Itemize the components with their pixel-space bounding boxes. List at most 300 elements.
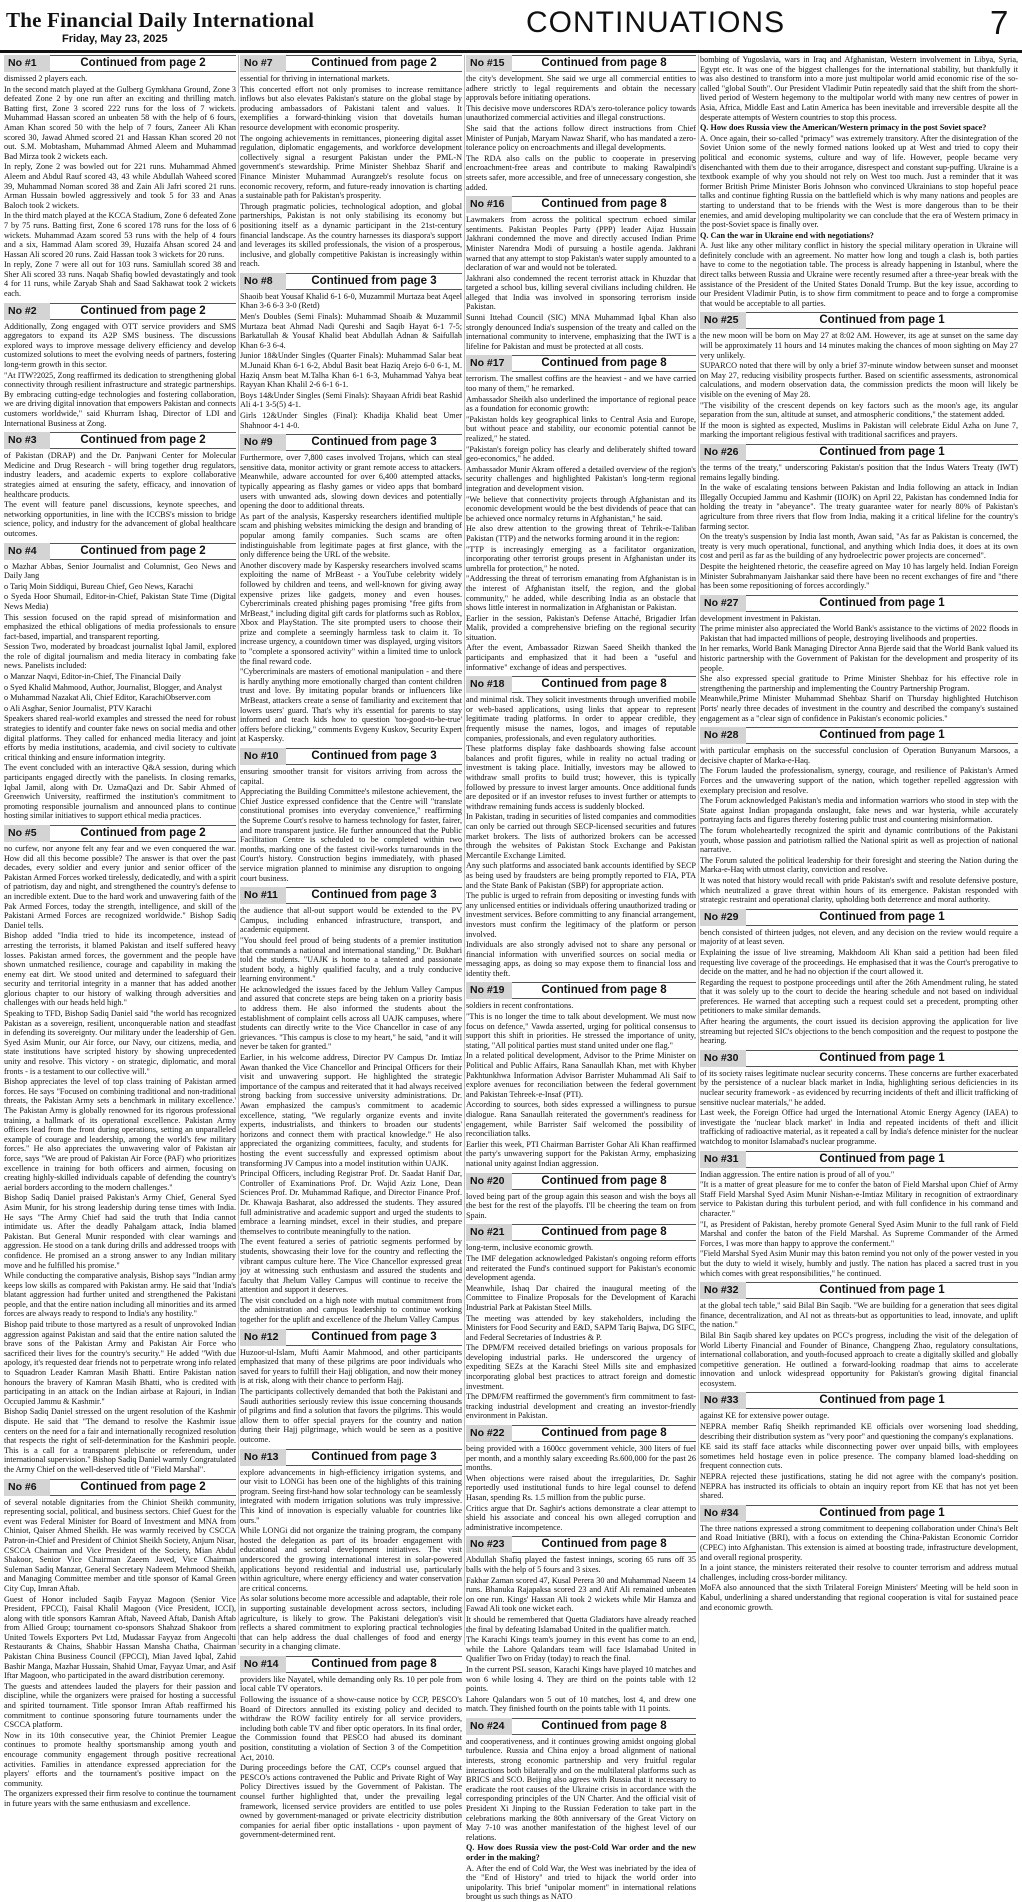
story-paragraph: While LONGi did not organize the training program, the company hosted the delegation as part of its broader engagement with educational and sectoral development initiatives. The visit underscored the growing international interest in solar-powered applications beyond residential and industrial use, particularly within agriculture, where energy efficiency and water conservation are critical concerns. (240, 1526, 462, 1593)
story-number: No #27 (700, 595, 746, 612)
story-paragraph: the new moon will be born on May 27 at 8:02 AM. However, its age at sunset on the same day will be approximately 11 hours and 14 minutes making the chances of moon sighting on May 27 very unlikely. (700, 331, 1018, 360)
story-paragraph: The public is urged to refrain from depositing or investing funds with any unlicensed entities or individuals offering unauthorized trading or investment services. Before committing to any financial arrangement, investors must confirm the legitimacy of the platform or person involved. (466, 891, 696, 939)
story (240, 1656, 462, 1840)
column-4 (700, 55, 1018, 1645)
story-paragraph: On the treaty's suspension by India last month, Awan said, "As far as Pakistan is concerned, the treaty is very much operational, functional, and anything which India does, it does at its own cost and peril as far as the building of any hydroelectric power projects are concerned". (700, 532, 1018, 561)
story-paragraph: "It is a matter of great pleasure for me to confer the baton of Field Marshal upon Chief of Army Staff Field Marshal Syed Asim Munir Nishan-e-Imtiaz Military in recognition of extraordinary service to Pakistan during this turbulent period, and with full confidence in his command and character." (700, 1180, 1018, 1218)
story-paragraph: MoFA also announced that the sixth Trilateral Foreign Ministers' Meeting will be held soon in Kabul, underlining a shared understanding that regional cooperation is vital for sustained peace and economic growth. (700, 1583, 1018, 1612)
continued-from-label: Continued from page 1 (746, 1151, 1018, 1168)
story-paragraph: The IMF delegation acknowledged Pakistan's ongoing reform efforts and reiterated the Fund's continued support for Pakistan's economic development agenda. (466, 1253, 696, 1283)
story-paragraph: In a joint stance, the ministers reiterated their resolve to counter terrorism and address mutual challenges, including cross-border militancy. (700, 1563, 1018, 1582)
story-paragraph: Huzoor-ul-Islam, Mufti Aamir Mahmood, and other participants emphasized that many of these pilgrims are poor individuals who saved for years to fulfill their Hajj obligation, and now their money is at risk, along with their chance to perform Hajj. (240, 1347, 462, 1386)
story-number: No #12 (240, 1329, 286, 1346)
story-paragraph: being provided with a 1600cc government vehicle, 300 liters of fuel per month, and a monthly salary exceeding Rs.600,000 for the past 26 months. (466, 1444, 696, 1473)
continued-from-label: Continued from page 2 (286, 55, 462, 72)
story-paragraph: with particular emphasis on the successful conclusion of Operation Bunyanum Marsoos, a decisive chapter of Marka-e-Haq. (700, 746, 1018, 765)
continued-from-label: Continued from page 2 (50, 1479, 236, 1496)
story-paragraph: "Cybercriminals are masters of emotional manipulation - and there is hardly anything more emotionally charged than content children trust and love. By imitating popular brands or influencers like MrBeast, attackers create a sense of familiarity and excitement that lowers users' guard. That's why it's essential for parents to stay informed and teach kids how to question 'too-good-to-be-true' offers before clicking," comments Evgeny Kuskov, Security Expert at Kaspersky. (240, 667, 462, 744)
story-paragraph: The RDA also calls on the public to cooperate in preserving encroachment-free areas and contribute to making Rawalpindi's streets safer, more accessible, and free of unnecessary congestion, she added. (466, 153, 696, 192)
story-header (700, 312, 1018, 329)
continued-from-label: Continued from page 8 (512, 1425, 696, 1442)
story-number: No #26 (700, 444, 746, 461)
story-paragraph: "Addressing the threat of terrorism emanating from Afghanistan is in the interest of Afghanistan itself, the region, and the global community," he added, while describing India as an obstacle that shows little interest in normalization in Afghanistan or Pakistan. (466, 574, 696, 613)
story-paragraph: After hearing the arguments, the court issued its decision approving the application for live streaming but rejected SIC's objections to the bench composition and the request to postpone the hearing. (700, 1017, 1018, 1046)
story-paragraph: bombing of Yugoslavia, wars in Iraq and Afghanistan, Western involvement in Libya, Syria, Egypt etc. It was one of the biggest challenges for the international stability, but thankfully it was also destined to transform into a more just multipolar world amid economic rise of the so-called "global South". Our President Vladimir Putin repeatedly said that the shift from the short-lived period of Western hegemony to the multipolar world with many new centres of power in Asia, Africa, Middle East and Latin America has been inevitable and irreversible despite all the desperate attempts of Western countries to stop this process. (700, 55, 1018, 122)
story-paragraph: o Syed Khalid Mahmood, Author, Journalist, Blogger, and Analyst (4, 682, 223, 692)
story-number: No #32 (700, 1282, 746, 1299)
story-header (466, 982, 696, 999)
story-paragraph: "You should feel proud of being students of a premier institution that commands a national and international standing," Dr. Bukhari told the students. "UAJK is home to a talented and passionate student body, a highly qualified faculty, and a truly conducive learning environment." (240, 935, 462, 984)
story (4, 55, 236, 299)
newspaper-title: The Financial Daily International (6, 8, 315, 32)
story-paragraph: The Forum acknowledged Pakistan's media and information warriors who stood in step with the State against Indian propaganda onslaught, fake news and war hysteria, while accurately portraying facts and figures thereby fostering public trust and countering misinformation. (700, 796, 1018, 825)
story-header (700, 909, 1018, 926)
story-paragraph: Abdullah Shafiq played the fastest innings, scoring 65 runs off 35 balls with the help of 5 fours and 3 sixes. (466, 1555, 696, 1574)
story-header (466, 355, 696, 372)
story-paragraph: In the second match played at the Gulberg Gymkhana Ground, Zone 3 defeated Zone 2 by one run after an exciting and thrilling match. Batting first, Zone 3 scored 222 runs for the loss of 7 wickets. Muhammad Hassan scored an unbeaten 58 with the help of 6 fours, Aman Khan scored 50 with the help of 7 fours, Zaneer Ali Khan scored 30, Jawad Ahmed scored 21 and Hassan Khan scored 20 not out. S.M. Mobtasham, Muhammad Ahmed Aleem and Muhammad Bad Mirza took 2 wickets each. (4, 84, 236, 161)
story-paragraph: These platforms display fake dashboards showing false account balances and profit figures, while in reality no actual trading or investment is taking place. Initially, investors may be allowed to withdraw small profits to build trust; however, this is typically followed by pressure to invest larger amounts. Once additional funds are deposited or if an investor refuses to invest further or attempts to withdraw remaining funds access is suddenly blocked. (466, 744, 696, 811)
story-header (4, 432, 236, 449)
story-paragraph: During proceedings before the CAT, CCP's counsel argued that PESCO's actions contravened the Public and Private Right of Way Policy Directives issued by the Government of Pakistan. The counsel further highlighted that, under the prevailing legal framework, licensed service providers are entitled to use poles owned by government-managed or private electricity distribution companies for aerial fiber optic installations - upon payment of government-determined rent. (240, 1763, 462, 1840)
continued-from-label: Continued from page 1 (746, 727, 1018, 744)
story-paragraph: providers like Nayatel, while demanding only Rs. 10 per pole from local cable TV operators. (240, 1674, 462, 1694)
story-paragraph: against KE for extensive power outage. (700, 1411, 830, 1421)
issue-date: Friday, May 23, 2025 (62, 33, 168, 45)
story-paragraph: As part of the analysis, Kaspersky researchers identified multiple scam and phishing websites mimicking the design and branding of popular among family companies. Such scams are often indistinguishable from legitimate pages at first glance, with the only difference being the URL of the website. (240, 511, 462, 560)
story (466, 55, 696, 192)
story-header (240, 1329, 462, 1346)
story-paragraph: Speaking to TFD, Bishop Sadiq Daniel said "the world has recognized Pakistan as a sovereign, resilient, unconquerable nation and steadfast in defending its sovereignty. Our military under the leadership of Gen. Syed Asim Munir, our Air force, our Navy, our citizens, media, and state institutions have scripted history by showing unprecedented unity and resolve. This victory - on strategic, diplomatic, and moral fronts - is a testament to our collective will." (4, 1009, 236, 1076)
story-paragraph: NEPRA member Rafiq Sheikh reprimanded KE officials over worsening load shedding, describing their distribution system as "very poor" and questioning the company's explanations. (700, 1422, 1018, 1441)
continued-from-label: Continued from page 2 (50, 303, 236, 320)
story-header (240, 748, 462, 765)
story-number: No #15 (466, 55, 512, 72)
story-paragraph: The DPM/FM reaffirmed the government's firm commitment to fast-tracking industrial development and creating an investor-friendly environment in Pakistan. (466, 1392, 696, 1421)
story-paragraph: Guest of Honor included Saqib Fayyaz Magoon (Senior Vice President, FPCCI), Faisal Khalil Magoon (Vice President, ICCI), along with title sponsors Kamran Aftab, Naveed Aftab, Danish Aftab from Allied Group; tournament co-sponsors Shahzad Shakoor from United Towels Exporters Pvt Ltd, Mudassar Fayyaz from Angecolti Restaurants & Chains, Shabbir Hassan Mansha Chatha, Chairman Pakistan China Business Council (FPCCI), Mian Javed Iqbal, Zahid Bashir Manga, Mazhar Hussain, Shahid Umar, Fayyaz Umar, and Asif Iftar Magoon, who participated in the award distribution ceremony. (4, 1594, 236, 1681)
continued-from-label: Continued from page 8 (512, 1173, 696, 1190)
story-paragraph: Principal Officers, including Registrar Prof. Dr. Saadat Hanif Dar, Controller of Examinations Prof. Dr. Wajid Aziz Lone, Dean Sciences Prof. Dr. Muhammad Rafique, and Director Finance Prof. Dr. Khawaja Basharat, also addressed the students. They assured full administrative and academic support and urged the students to embrace a learning mindset, excel in their studies, and prepare themselves to contribute meaningfully to the nation. (240, 1169, 462, 1236)
story-number: No #8 (240, 273, 286, 290)
story-paragraph: NEPRA rejected these justifications, stating he did not agree with the company's position. NEPRA has instructed its officials to obtain an inquiry report from KE that has not yet been shared. (700, 1472, 1018, 1501)
continued-from-label: Continued from page 8 (512, 676, 696, 693)
column-1 (4, 55, 237, 1808)
story-paragraph: The event concluded with an interactive Q&A session, during which participants engaged directly with the panelists. In closing remarks, Iqbal Jamil, along with Dr. UzmaQazi and Dr. Sabir Ahmed of Greenwich University, reaffirmed the institution's commitment to promoting responsible journalism and announced plans to continue hosting similar initiatives to support ethical media practices. (4, 763, 236, 821)
story-paragraph: In the third match played at the KCCA Stadium, Zone 6 defeated Zone 7 by 75 runs. Batting first, Zone 6 scored 178 runs for the loss of 6 wickets. Muhammad Azam scored 53 runs with the help of 4 fours and a six, Hammad Alam scored 39, Huzaifa Ahsan scored 24 and Hassan Ali scored 20 runs. Zaid Hassan took 3 wickets for 20 runs. (4, 211, 236, 259)
story (4, 432, 236, 538)
story-paragraph: The prime minister also appreciated the World Bank's assistance to the victims of 2022 floods in Pakistan that had impacted millions of people, destroying livelihoods and properties. (700, 624, 1018, 643)
story (240, 434, 462, 744)
story (700, 444, 1018, 591)
story-paragraph: Q. Can the war in Ukraine end with negotiations? (700, 230, 874, 240)
story-header (466, 55, 696, 72)
story-paragraph: terrorism. The smallest coffins are the heaviest - and we have carried too many of them," he remarked. (466, 374, 696, 394)
story-header (700, 1050, 1018, 1067)
story-paragraph: Earlier in the session, Pakistan's Defense Attaché, Brigadier Irfan Malik, provided a comprehensive briefing on the regional security situation. (466, 613, 696, 642)
story-number: No #34 (700, 1505, 746, 1522)
story (700, 55, 1018, 308)
story-paragraph: "The visibility of the crescent depends on key factors such as the moon's age, its angular separation from the sun, altitude at sunset, and atmospheric conditions," the statement added. (700, 400, 1018, 420)
story (240, 887, 462, 1325)
story-paragraph: "Pakistan's foreign policy has clearly and deliberately shifted toward geo-economics," he added. (466, 444, 696, 464)
story-header (466, 1425, 696, 1442)
story-paragraph: soldiers in recent confrontations. (466, 1001, 574, 1011)
story-number: No #29 (700, 909, 746, 926)
story-header (4, 303, 236, 320)
story-header (466, 1536, 696, 1553)
story-header (240, 887, 462, 904)
story-paragraph: the city's development. She said we urge all commercial entities to adhere strictly to legal requirements and obtain the necessary approvals before initiating operations. (466, 74, 696, 103)
story (4, 543, 236, 821)
story-header (700, 444, 1018, 461)
story (466, 1536, 696, 1714)
story-paragraph: Ambassador Sheikh also underlined the importance of regional peace as a foundation for economic growth: (466, 394, 696, 414)
continued-from-label: Continued from page 1 (746, 1282, 1018, 1299)
story-paragraph: She said that the actions follow direct instructions from Chief Minister of Punjab, Maryam Nawaz Sharif, who has mandated a zero-tolerance policy on encroachments and illegal developments. (466, 123, 696, 153)
story-paragraph: loved being part of the group again this season and wish the boys all the best for the rest of the playoffs. I'll be cheering the team on from Spain. (466, 1191, 696, 1220)
story-paragraph: He also drew attention to the growing threat of Tehrik-e-Taliban Pakistan (TTP) and the networks forming around it in the region: (466, 524, 696, 543)
story-paragraph: Additionally, Zong engaged with OTT service providers and SMS aggregators to expand its A2P SMS business. The discussions explored ways to improve message delivery efficiency and develop customized solutions to meet the evolving needs of partners, fostering long-term growth in this sector. (4, 321, 236, 370)
story-paragraph: When objections were raised about the irregularities, Dr. Saghir reportedly used institutional funds to hire legal counsel to defend Hasan, spending Rs. 1.5 million from the public purse. (466, 1473, 696, 1502)
story-number: No #10 (240, 748, 286, 765)
story-paragraph: The guests and attendees lauded the players for their passion and discipline, while the organizers were praised for hosting a successful and spirited tournament. Title sponsor Imran Aftab reaffirmed his commitment to continue sponsoring future tournaments under the CSCCA platform. (4, 1681, 236, 1730)
story-paragraph: o Tariq Moin Siddiqui, Bureau Chief, Geo News, Karachi (4, 581, 194, 591)
story-number: No #30 (700, 1050, 746, 1067)
story-paragraph: The DPM/FM received detailed briefings on various proposals for developing industrial parks. He underscored the urgency of expediting SEZs at the Karachi Steel Mills site and emphasized incorporating global best practices to attract foreign and domestic investment. (466, 1343, 696, 1391)
story-paragraph: Jakhrani also condemned the recent terrorist attack in Khuzdar that targeted a school bus, killing several civilians including children. He alleged that India was involved in sponsoring terrorism inside Pakistan. (466, 273, 696, 312)
continued-from-label: Continued from page 3 (286, 434, 462, 451)
story-paragraph: Explaining the issue of live streaming, Makhdoom Ali Khan said a petition had been filed requesting live coverage of the proceedings. He emphasised that it was the Court's prerogative to decide on the matter, and he had no objection if the court allowed it. (700, 947, 1018, 977)
continued-from-label: Continued from page 8 (512, 1224, 696, 1241)
story-paragraph: Bishop Sadiq Daniel stressed on the urgent resolution of the Kashmir dispute. He said that "The demand to resolve the Kashmir issue centers on the need for a fair and internationally recognized resolution that respects the right of self-determination for the Kashmiri people. This is a call for a transparent plebiscite or referendum, under international supervision." Bishop Sadiq Daniel warmly Congratulated the Army Chief on the well-deserved title of "Field Marshal". (4, 1407, 236, 1474)
story (240, 273, 462, 430)
story-paragraph: Meanwhile, Ishaq Dar chaired the inaugural meeting of the Committee to Finalize Proposals for the Development of Karachi Industrial Park at Pakistan Steel Mills. (466, 1283, 696, 1312)
story-number: No #17 (466, 355, 512, 372)
story-paragraph: Fakhar Zaman scored 47, Kusal Perera 30 and Muhammad Naeem 14 runs. Bhanuka Rajapaksa scored 23 and Atif Ali remained unbeaten on one run. Kings' Hassan Ali took 2 wickets while Mir Hamza and Fawad Ali took one wicket each. (466, 1575, 696, 1614)
story-paragraph: "We believe that connectivity projects through Afghanistan and its economic development would be the best dividends of peace that can be achieved once normalcy returns in Afghanistan," he said. (466, 494, 696, 523)
story-header (4, 543, 236, 560)
story-paragraph: Lahore Qalandars won 5 out of 10 matches, lost 4, and drew one match. They finished fourth on the points table with 11 points. (466, 1694, 696, 1714)
column-divider (464, 55, 465, 1645)
continued-from-label: Continued from page 3 (286, 887, 462, 904)
story-header (700, 1505, 1018, 1522)
story-header (466, 1173, 696, 1190)
story (4, 1479, 236, 1809)
story-paragraph: A. After the end of Cold War, the West was inebriated by the idea of the "End of History" and tried to hijack the world order into unipolarity. This brief "unipolar moment" in international relations brought us such things as NATO (466, 1863, 696, 1902)
story-paragraph: If the moon is sighted as expected, Muslims in Pakistan will celebrate Eidul Azha on June 7, marking the important religious festival with traditional sacrifices and prayers. (700, 420, 1018, 440)
story-paragraph: It should be remembered that Quetta Gladiators have already reached the final by defeating Islamabad United in the qualifier match. (466, 1614, 696, 1634)
story-header (700, 595, 1018, 612)
story (240, 55, 462, 269)
story-number: No #23 (466, 1536, 512, 1553)
story (4, 825, 236, 1475)
continued-from-label: Continued from page 3 (286, 748, 462, 765)
masthead (0, 0, 1022, 53)
story-paragraph: Individuals are also strongly advised not to share any personal or financial information with unverified sources on social media or messaging apps, as doing so may expose them to financial loss and identity theft. (466, 940, 696, 978)
continued-from-label: Continued from page 3 (286, 1449, 462, 1466)
story-number: No #16 (466, 196, 512, 213)
story-paragraph: Bishop paid tribute to those martyred as a result of unprovoked Indian aggression against Pakistan and said that the entire nation saluted the brave sons of the Pakistan Army and Pakistan Air Force who sacrificed their lives for the country's security." He added "With due apology, it's requested dear friends not to perpetrate wrong info related to Squadron Leader Kamran Masih Bhatti. Entire Pakistan nation honours the bravery of Kamran Masih Bhatti, who is credited with participating in an attack on the Indian airbase at Rajouri, in Indian Occupied Jammu & Kashmir." (4, 1320, 236, 1406)
story-number: No #24 (466, 1718, 512, 1735)
story (4, 303, 236, 429)
story-paragraph: Appreciating the Building Committee's milestone achievement, the Chief Justice expressed confidence that the Centre will "translate constitutional promises into everyday convenience," reaffirming the Supreme Court's resolve to harness technology for faster, fairer, and more transparent justice. He further announced that the Public Facilitation Centre is scheduled to be completed within two months, marking one of the fastest civil-works turnarounds in the Court's history. Construction begins immediately, with phased service migration planned to minimise any disruption to ongoing court business. (240, 787, 462, 883)
section-title: CONTINUATIONS (526, 6, 786, 39)
story-number: No #1 (4, 55, 50, 72)
story-paragraph: In a related political development, Advisor to the Prime Minister on Political and Public Affairs, Rana Sanaullah Khan, met with Khyber Pakhtunkhwa Information Advisor Barrister Muhammad Ali Saif to explore avenues for reconciliation between the federal government and Pakistan Tehreek-e-Insaf (PTI). (466, 1051, 696, 1099)
story-paragraph: Junior 18&Under Singles (Quarter Finals): Muhammad Salar beat M.Junaid Khan 6-1 6-2, Abdul Basit beat Haziq Arejo 6-0 6-1, M. Haziq Ansm beat M.Talha Khan 6-1 6-3, Muhammad Yahya beat Rayyan Khan Khalil 2-6 6-1 6-1. (240, 351, 462, 390)
story-paragraph: bench consisted of thirteen judges, not eleven, and any decision on the review would require a majority of at least seven. (700, 927, 1018, 947)
continued-from-label: Continued from page 8 (512, 1536, 696, 1553)
story-number: No #5 (4, 825, 50, 842)
story-paragraph: The Forum lauded the professionalism, synergy, courage, and resilience of Pakistan's Armed Forces and the unwavering support of the nation, which together repelled aggression with exemplary precision and resolve. (700, 766, 1018, 795)
story-paragraph: Critics argue that Dr. Saghir's actions demonstrate a clear attempt to shield his associate and conceal his own alleged corruption and administrative incompetence. (466, 1503, 696, 1532)
story-header (240, 273, 462, 290)
story-paragraph: Girls 12&Under Singles (Final): Khadija Khalid beat Umer Shahnoor 4-1 4-0. (240, 411, 462, 430)
story (700, 312, 1018, 440)
story-paragraph: Bilal Bin Saqib shared key updates on PCC's progress, including the visit of the delegation of World Liberty Financial and Founder of Binance, Changpeng Zhao, regulatory consultations, international collaboration, and youth-focused approach to create a digitally skilled and globally competitive generation. He outlined a forward-looking roadmap that aims to accelerate innovation and unlock widespread opportunity for Pakistan's growing digital financial ecosystem. (700, 1330, 1018, 1388)
story-paragraph: the terms of the treaty," underscoring Pakistan's position that the Indus Waters Treaty (IWT) remains legally binding. (700, 462, 1018, 482)
story (700, 727, 1018, 905)
story-number: No #7 (240, 55, 286, 72)
story (466, 982, 696, 1168)
story-paragraph: Regarding the request to postpone proceedings until after the 26th Amendment ruling, he stated that it was solely up to the court to decide the hearing schedule and not based on individual preferences. He warned that accepting such a request could set a precedent, prompting other petitioners to make similar demands. (700, 977, 1018, 1016)
story-number: No #9 (240, 434, 286, 451)
story (466, 1718, 696, 1902)
story-paragraph: In her remarks, World Bank Managing Director Anna Bjerde said that the World Bank valued its historic partnership with the Government of Pakistan for the development and prosperity of its people. (700, 644, 1018, 673)
story-header (700, 1151, 1018, 1168)
story-header (240, 434, 462, 451)
story-paragraph: This decisive move underscores RDA's zero-tolerance policy towards unauthorized commercial activities and illegal constructions. (466, 103, 696, 123)
story-paragraph: at the global tech table," said Bilal Bin Saqib. "We are building for a generation that sees digital finance, decentralization, and AI not as threats-but as opportunities to lead, innovate, and uplift the nation." (700, 1301, 1018, 1330)
story (700, 595, 1018, 724)
story-paragraph: After the event, Ambassador Rizwan Saeed Sheikh thanked the participants and emphasized that it had been a "useful and informative" exchange of ideas and perspectives. (466, 643, 696, 672)
story-number: No #2 (4, 303, 50, 320)
story-paragraph: The Karachi Kings team's journey in this event has come to an end, while the Lahore Qalandars team will face Islamabad United in Qualifier Two on Friday (today) to reach the final. (466, 1635, 696, 1664)
story-paragraph: Q. How does Russia view the American/Western primacy in the post Soviet space? (700, 123, 987, 133)
story-paragraph: of Pakistan (DRAP) and the Dr. Panjwani Center for Molecular Medicine and Drug Research - will bring together drug regulators, industry leaders, and academic experts to explore collaborative strategies aimed at ensuring the safety, efficacy, and innovation of healthcare products. (4, 451, 236, 499)
story (466, 1425, 696, 1532)
story-header (240, 55, 462, 72)
story-number: No #33 (700, 1392, 746, 1409)
continued-from-label: Continued from page 1 (746, 909, 1018, 926)
story-number: No #14 (240, 1656, 286, 1673)
story-paragraph: of its society raises legitimate nuclear security concerns. These concerns are further exacerbated by the persistence of a nuclear black market in India, highlighting serious deficiencies in its nuclear security framework - as evidenced by recurring incidents of theft and illicit trafficking of sensitive nuclear materials," he added. (700, 1068, 1018, 1107)
story-paragraph: As solar solutions become more accessible and adaptable, their role in supporting sustainable development across sectors, including agriculture, is likely to grow. The Pakistani delegation's visit reflects a shared commitment to exploring practical technologies that can help address the dual challenges of food and energy security in a changing climate. (240, 1594, 462, 1652)
story (700, 1050, 1018, 1147)
story-header (466, 1224, 696, 1241)
story (240, 1329, 462, 1445)
story-paragraph: The three nations expressed a strong commitment to deepening collaboration under China's Belt and Road Initiative (BRI), with a focus on extending the China-Pakistan Economic Corridor (CPEC) into Afghanistan. This extension is aimed at boosting trade, infrastructure development, and overall regional prosperity. (700, 1523, 1018, 1562)
story-paragraph: Earlier this week, PTI Chairman Barrister Gohar Ali Khan reaffirmed the party's unwavering support for the Pakistan Army, emphasizing national unity against Indian aggression. (466, 1139, 696, 1168)
story-paragraph: o Manzar Naqvi, Editor-in-Chief, The Financial Daily (4, 672, 182, 682)
column-divider (698, 55, 699, 1645)
column-2 (240, 55, 462, 1840)
continued-from-label: Continued from page 2 (50, 543, 236, 560)
story-paragraph: A. Just like any other military conflict in history the special military operation in Ukraine will definitely conclude with an agreement. No matter how long and tough a clash is, both parties have to come to the negotiation table. The process is already happening in Istanbul, where the direct talks between Russia and Ukraine were recently resumed after a three-year break with the assistance of the President of the United States Donald Trump. But the key issue, according to our President Vladimir Putin, is to show firm commitment to peace and to forge a compromise that would be acceptable to all parties. (700, 241, 1018, 308)
story (240, 748, 462, 883)
story (466, 355, 696, 672)
story-paragraph: and cooperativeness, and it continues growing amidst ongoing global turbulence. Russia and China enjoy a broad alignment of national interests, strong economic partnership and very fruitful regular interactions both bilaterally and on the multilateral platforms such as BRICS and SCO. Beijing also agrees with Russia that it necessary to eradicate the root causes of the Ukraine crisis in accordance with the corresponding principles of the UN Charter. And the official visit of President Xi Jinping to the Russian Federation to take part in the celebrations marking the 80th anniversary of the Great Victory on May 7-10 was another manifestation of the highest level of our relations. (466, 1736, 696, 1842)
story-paragraph: While conducting the comparative analysis, Bishop says "Indian army keeps low skills as compared with Pakistan army. He said that 'India's blatant aggression had further united and strengthened the Pakistani people, and that the entire nation including all minorities and its armed forces are always ready to respond to India's any hostility." (4, 1271, 236, 1319)
story-paragraph: Another discovery made by Kaspersky researchers involved scams exploiting the name of MrBeast - a YouTube celebrity widely followed by children and teens, and well-known for giving away expensive prizes like gadgets, money and even houses. Cybercriminals created phishing pages promising "free gifts from MrBeast," including digital gift cards for platforms such as Roblox, Xbox and PlayStation. The site prompted users to choose their prize and complete a seemingly harmless task to claim it. To increase urgency, a countdown timer was displayed, urging visitors to "complete a sponsored activity" within a limited time to unlock the final reward code. (240, 560, 462, 666)
story-paragraph: dismissed 2 players each. (4, 74, 88, 83)
story-header (4, 825, 236, 842)
story-paragraph: Despite the heightened rhetoric, the ceasefire agreed on May 10 has largely held. Indian Foreign Minister Subrahmanyam Jaishankar said there have been no recent exchanges of fire and "there has been some repositioning of forces accordingly." (700, 561, 1018, 591)
story-paragraph: and minimal risk. They solicit investments through unverified mobile or web-based applications, using links that appear to represent legitimate trading platforms. In order to appear credible, they frequently misuse the names, logos, and images of reputable companies, professionals, and even regulatory authorities. (466, 695, 696, 743)
story-paragraph: Boys 14&Under Singles (Semi Finals): Shayaan Afridi beat Rashid Ali 4-1 3-5(5) 4-1. (240, 390, 462, 410)
story (466, 1224, 696, 1421)
continued-from-label: Continued from page 3 (286, 273, 462, 290)
continued-from-label: Continued from page 8 (512, 196, 696, 213)
story-paragraph: In Pakistan, trading in securities of listed companies and commodities can only be carried out through SECP-licensed securities and futures market brokers. The lists of authorized brokers can be accessed through the websites of Pakistan Stock Exchange and Pakistan Mercantile Exchange Limited. (466, 812, 696, 860)
story-paragraph: explore advancements in high-efficiency irrigation systems, and our visit to LONGi has been one of the highlights of this training program. Seeing first-hand how solar technology can be seamlessly integrated with modern irrigation solutions was truly impressive. This kind of innovation is especially valuable for countries like ours." (240, 1467, 462, 1525)
story-paragraph: Ambassador Munir Akram offered a detailed overview of the region's security challenges and highlighted Pakistan's long-term regional integration and development vision. (466, 464, 696, 493)
story-paragraph: Speakers shared real-world examples and stressed the need for robust strategies to identify and counter fake news on social media and other digital platforms. They called for enhanced media literacy and joint efforts by media institutions, academia, and civil society to cultivate critical thinking and ensure information integrity. (4, 714, 236, 762)
story-paragraph: It was noted that history would recall with pride Pakistan's swift and resolute defensive posture, which neutralized a grave threat within hours of its emergence. Pakistan responded with strategic restraint and operational clarity, upholding both deterrence and moral authority. (700, 875, 1018, 905)
story-paragraph: Sunni Ittehad Council (SIC) MNA Muhammad Iqbal Khan also strongly denounced India's suspension of the treaty and called on the international community to intervene, emphasizing that the IWT is a lifeline for Pakistan and must be protected at all costs. (466, 313, 696, 351)
story (466, 1173, 696, 1221)
story-paragraph: A. Once again, their so-called "primacy" was extremely transitory. After the disintegration of the Soviet Union some of the newly formed nations looked up at West and tried to copy their political and economic systems, culture and way of life. However, people became very disenchanted with them due to their arrogance, disrespect and constant sup-puffing. Ukraine is a textbook example of why you should not rely on West too much. Just a reminder that it was former British Prime Minister Boris Johnson who convinced Ukrainians to stop hopeful peace talks and continue fighting Russia on the battlefield which is why many nations and peoples are starting to understand that to be friends with the West is more dangerous than to be their enemies, and amid developing multipolarity we can conclude that the era of Western primacy in the post-Soviet space is finally over. (700, 133, 1018, 230)
story-paragraph: o Muhammad Nazakat Ali, Chief Editor, KarachiObserver.com (4, 693, 211, 703)
story (700, 1282, 1018, 1388)
continued-from-label: Continued from page 1 (746, 312, 1018, 329)
continued-from-label: Continued from page 2 (50, 432, 236, 449)
story-paragraph: "Pakistan holds key geographical links to Central Asia and Europe, but without peace and stability, our economic potential cannot be realized," he stated. (466, 414, 696, 443)
continued-from-label: Continued from page 8 (512, 1718, 696, 1735)
story-paragraph: Earlier, in his welcome address, Director PV Campus Dr. Imtiaz Awan thanked the Vice Chancellor and Principal Officers for their visit and unwavering support. He highlighted the strategic importance of the campus and reiterated that it had always received strong backing from successive university administrations. Dr. Awan emphasized the campus's commitment to academic excellence, stating, "We regularly organize events and invite experts, industrialists, and thinkers to broaden our students' horizons and connect them with practical knowledge." He also appreciated the organizing committees, faculty, and students for hosting the event successfully and expressed optimism about transforming JV Campus into a model institution within UAJK. (240, 1053, 462, 1168)
story-paragraph: o Syeda Hoor Shumail, Editor-in-Chief, Pakistan State Time (Digital News Media) (4, 592, 236, 611)
story (700, 1505, 1018, 1612)
story-paragraph: Last week, the Foreign Office had urged the International Atomic Energy Agency (IAEA) to investigate the 'nuclear black market' in India and repeated incidents of theft and illicit trafficking of radioactive material, as it repeated a call by India's defence minister for the nuclear watchdog to monitor Islamabad's nuclear programme. (700, 1108, 1018, 1146)
continued-from-label: Continued from page 2 (50, 55, 236, 72)
story-paragraph: "TTP is increasingly emerging as a facilitator organization, incorporating other terrorist groups present in Afghanistan under its umbrella for protection," he noted. (466, 544, 696, 573)
story (700, 1392, 1018, 1500)
page-number: 7 (990, 4, 1009, 41)
story-paragraph: Now in its 10th consecutive year, the Chiniot Premier League continues to promote healthy sportsmanship among youth and encourage community engagement through positive recreational activities. Families in attendance expressed appreciation for the players' efforts and the tournament's positive impact on the community. (4, 1730, 236, 1788)
story-paragraph: o Mazhar Abbas, Senior Journalist and Columnist, Geo News and Daily Jang (4, 561, 236, 581)
continued-from-label: Continued from page 1 (746, 595, 1018, 612)
story-paragraph: "This is no longer the time to talk about development. We must now focus on defence," Vawda asserted, urging for political consensus to support this shift in priorities. He stressed the importance of unity, stating, "All political parties must stand united under one flag." (466, 1012, 696, 1050)
story-paragraph: Session Two, moderated by broadcast journalist Iqbal Jamil, explored the role of digital journalism and media literacy in combating fake news. Panelists included: (4, 642, 236, 671)
story-paragraph: In the current PSL season, Karachi Kings have played 10 matches and won 6 while losing 4. They are third on the points table with 12 points. (466, 1664, 696, 1694)
story-paragraph: Through pragmatic policies, technological adoption, and global partnerships, Pakistan is not only stabilising its economy but positioning itself as a dynamic participant in the 21st-century financial landscape. As the country harnesses its diaspora's support and leverages its skilled professionals, the vision of a prosperous, inclusive, and globally competitive Pakistan is increasingly within reach. (240, 201, 462, 269)
continued-from-label: Continued from page 8 (512, 55, 696, 72)
continued-from-label: Continued from page 8 (512, 982, 696, 999)
story-paragraph: According to sources, both sides expressed a willingness to pursue dialogue. Rana Sanaullah reiterated the government's readiness for engagement, while Barrister Saif welcomed the possibility of reconciliation talks. (466, 1100, 696, 1139)
story-paragraph: In the wake of escalating tensions between Pakistan and India following an attack in Indian Illegally Occupied Jammu and Kashmir (IIOJK) on April 22, Pakistan has condemned India for holding the treaty in "abeyance". The treaty guarantee water for nearly 80% of Pakistan's agriculture from three rivers that flow from India, making it a critical lifeline for the country's farming sector. (700, 483, 1018, 531)
story-number: No #6 (4, 1479, 50, 1496)
story-number: No #28 (700, 727, 746, 744)
story-header (240, 1656, 462, 1673)
story-paragraph: SUPARCO noted that there will by only a brief 37-minute window between sunset and moonset on May 27, reducing visibility prospects further. Based on scientific assessments, astronomical calculations, and modern observation data, the commission predicts the moon will likely be visible on the evening of May 28. (700, 361, 1018, 399)
story-paragraph: This concerted effort not only promises to increase remittance inflows but also elevates Pakistan's stature on the global stage by producing ambassadors of Pakistani talent and values. It exemplifies a forward-thinking vision that dovetails human resource development with economic prosperity. (240, 84, 462, 132)
story-paragraph: Indian aggression. The entire nation is proud of all of you." (700, 1169, 895, 1179)
story-paragraph: o Ali Asghar, Senior Journalist, PTV Karachi (4, 703, 152, 713)
story-paragraph: This session focused on the rapid spread of misinformation and emphasized the ethical obligations of media professionals to ensure fact-based, impartial, and transparent reporting. (4, 612, 236, 641)
story-paragraph: Bishop added "India tried to hide its incompetence, instead of arresting the terrorists, it blamed Pakistan and itself suffered heavy losses. Pakistan armed forces, the government and the people have shown unmatched resilience, courage and capability in making the enemy eat dirt. We stood united and determined to safeguard their security and territorial integrity in a manner that has added another glorious chapter to our history of walking through adversities and challenges with our heads held high." (4, 931, 236, 1008)
story-header (4, 55, 236, 72)
continued-from-label: Continued from page 2 (50, 825, 236, 842)
continued-from-label: Continued from page 8 (286, 1656, 462, 1673)
story-paragraph: Men's Doubles (Semi Finals): Muhammad Shoaib & Muzammil Murtaza beat Ahmad Nadi Qureshi and Saqib Hayat 6-1 7-5; Barkatullah & Yousaf Khalid beat Abdullah Adnan & Saifullah Khan 6-3 6-4. (240, 312, 462, 350)
story-paragraph: The visit concluded on a high note with mutual commitment from the administration and campus leadership to continue working together for the uplift and excellence of the Jhelum Valley Campus (240, 1295, 462, 1325)
story-number: No #31 (700, 1151, 746, 1168)
story-number: No #22 (466, 1425, 512, 1442)
story-paragraph: The event featured a series of patriotic segments performed by students, showcasing their love for the country and reflecting the vibrant campus culture here. The Vice Chancellor expressed great joy at witnessing such enthusiasm and assured the students and faculty that Jhelum Valley Campus will continue to receive the attention and support it deserves. (240, 1237, 462, 1295)
story-number: No #13 (240, 1449, 286, 1466)
continued-from-label: Continued from page 1 (746, 1505, 1018, 1522)
story-paragraph: Furthermore, over 7,800 cases involved Trojans, which can steal sensitive data, monitor activity or grant remote access to attackers. Meanwhile, adware accounted for over 6,400 attempted attacks, typically appearing as flashy games or video apps that bombard users with unwanted ads, slowing down devices and potentially opening the door to additional threats. (240, 453, 462, 511)
story-paragraph: She also expressed special gratitude to Prime Minister Shehbaz for his effective role in strengthening the partnership and implementing the Country Partnership Program. (700, 674, 1018, 693)
story-number: No #25 (700, 312, 746, 329)
story-paragraph: The participants collectively demanded that both the Pakistani and Saudi authorities seriously review this issue concerning thousands of pilgrims and find a solution that favors the pilgrims. This would allow them to offer special prayers for the country and nation during their Hajj pilgrimage, which would be seen as a positive outcome. (240, 1387, 462, 1444)
story-paragraph: of several notable dignitaries from the Chiniot Sheikh community, representing social, political, and business sectors. Chief Guest for the event was Federal Minister for Board of Investment and MNA from Chiniot, Qaiser Ahmed Sheikh. He was warmly received by CSCCA Patron-in-Chief and President of Chiniot Sheikh Society, Anjum Nisar, CSCCA Chairman and Vice President of the Society, Mian Abdul Shakoor, Senior Vice Chairman Zaeem Javed, Vice Chairman Suleman Sadiq Manzar, General Secretary Nadeem Mehmood Sheikh, and Managing Committee member and title sponsor of Kamal Green City Cup, Imran Aftab. (4, 1497, 237, 1593)
story-paragraph: The meeting was attended by key stakeholders, including the Ministers for Food Security and E&D, SAPM Tariq Bajwa, DG SIFC, and Federal Secretaries of Industries & P. (466, 1313, 696, 1342)
story (700, 909, 1018, 1046)
story-paragraph: no curfew, nor anyone felt any fear and we even conquered the war. How did all this become possible? The answer is that over the past decades, every soldier and every junior and senior officer of the Pakistan Armed Forces worked tirelessly, dedicatedly, and with a spirit of patriotism, day and night, and strengthened the country's defense to an incredible extent. Due to the hard work and unwavering faith of the Pak Armed Forces, today the strength, intelligence, and skill of the Pakistani Armed Forces are recognized worldwide." Bishop Sadiq Daniel tells. (4, 843, 236, 930)
story-paragraph: In reply, Zone 2 was bowled out for 221 runs. Muhammad Ahmed Aleem and Abdul Rauf scored 43, 43 while Abdullah Waheed scored 39, Muhammad Noman scored 38 and Zain Ali Jafri scored 21 runs. Arman Hussain bowled aggressively and took 5 for 33 and Anas Baloch took 2 wickets. (4, 162, 236, 210)
continued-from-label: Continued from page 3 (286, 1329, 462, 1346)
story-number: No #21 (466, 1224, 512, 1241)
story-paragraph: "I, as President of Pakistan, hereby promote General Syed Asim Munir to the full rank of Field Marshal and confer the baton of the Field Marshal. As Supreme Commander of the Armed Forces, I was more than happy to approve the conferment." (700, 1219, 1018, 1248)
story-paragraph: development investment in Pakistan. (700, 613, 821, 623)
story-paragraph: The event will feature panel discussions, keynote speeches, and networking opportunities, in line with the ICCBS's mission to bridge science, policy, and industry for the advancement of global healthcare outcomes. (4, 500, 236, 538)
story-paragraph: In reply, Zone 7 were all out for 103 runs. Samiullah scored 38 and Sher Ali scored 33 runs. Naqab Shafiq bowled devastatingly and took 4 for 11 runs, while Zaryab Shah and Saad Sakhawat took 2 wickets each. (4, 260, 236, 299)
story (700, 1151, 1018, 1279)
story-number: No #3 (4, 432, 50, 449)
story-header (4, 1479, 236, 1496)
story-number: No #4 (4, 543, 50, 560)
story (466, 676, 696, 978)
story (466, 196, 696, 351)
story-paragraph: The organizers expressed their firm resolve to continue the tournament in future years with the same enthusiasm and excellence. (4, 1789, 236, 1808)
continued-from-label: Continued from page 1 (746, 1392, 1018, 1409)
story-number: No #18 (466, 676, 512, 693)
story-paragraph: "Field Marshal Syed Asim Munir may this baton remind you not only of the power vested in you but the duty to wield it wisely, humbly and justly. The nation has placed a sacred trust in you which comes with great responsibilities," he continued. (700, 1249, 1018, 1278)
story-paragraph: essential for thriving in international markets. (240, 74, 390, 83)
story-header (700, 1282, 1018, 1299)
story-paragraph: the audience that all-out support would be extended to the PV Campus, including enhanced infrastructure, transport, and academic equipment. (240, 906, 462, 935)
story (240, 1449, 462, 1652)
story-paragraph: Any such platforms and associated bank accounts identified by SECP as being used by fraudsters are being promptly reported to FIA, PTA and the State Bank of Pakistan (SBP) for appropriate action. (466, 861, 696, 890)
story-header (700, 1392, 1018, 1409)
story-paragraph: Meanwhile,Prime Minister Muhammad Shehbaz Sharif on Thursday highlighted Hutchison Ports' nearly three decades of investment in the country and described the company's sustained engagement as a "clear sign of confidence in Pakistan's economic policies." (700, 694, 1018, 723)
story-header (466, 676, 696, 693)
story-paragraph: Lawmakers from across the political spectrum echoed similar sentiments. Pakistan Peoples Party (PPP) leader Aijaz Hussain Jakhrani condemned the move and directly accused Indian Prime Minister Narendra Modi of pursuing a hostile agenda. Jakhrani warned that any attempt to stop Pakistan's water supply amounted to a declaration of war and would not be tolerated. (466, 215, 696, 273)
story-header (466, 1718, 696, 1735)
story-paragraph: Bishop appreciates the level of top class training of Pakistan armed forces. He says "Focused on combining traditional and non-traditional threats, the Pakistan Army sets a benchmark in military excellence.' The Pakistan Army is globally renowned for its rigorous professional training, a hallmark of its operational excellence. Pakistan Army officers lead from the front during operations, setting an unparalleled example of courage and leadership, among the world's few military forces." He also appreciates the unwavering valor of Pakistan air force, says "We are proud of Pakistan Air Force (PAF) who prioritizes excellence in training for both officers and airmen, focusing on creating highly-skilled individuals capable of defending the country's aerial borders according to the modern challenges." (4, 1077, 236, 1192)
column-3 (466, 55, 696, 1902)
story-paragraph: The ongoing achievements in remittances, pioneering digital asset regulation, diplomatic engagements, and workforce development collectively signal a resurgent Pakistan under the PML-N government's stewardship. Prime Minister Shehbaz Sharif and Finance Minister Muhammad Aurangzeb's resolute focus on economic recovery, reform, and future-ready innovation is charting a sustainable path for Pakistan's prosperity. (240, 133, 462, 201)
story-number: No #11 (240, 887, 286, 904)
story-header (700, 727, 1018, 744)
story-number: No #19 (466, 982, 512, 999)
story-paragraph: He acknowledged the issues faced by the Jehlum Valley Campus and assured that concrete steps are being taken on a priority basis to address them. He also informed the students about the establishment of complaint cells across all UAJK campuses, where students can directly write to the Vice Chancellor in case of any grievances. "This campus is close to my heart," he said, "and it will never be taken for granted." (240, 984, 462, 1052)
story-paragraph: ensuring smoother transit for visitors arriving from across the capital. (240, 767, 462, 786)
column-divider (238, 55, 239, 1645)
continued-from-label: Continued from page 8 (512, 355, 696, 372)
story-paragraph: "At ITW?2025, Zong reaffirmed its dedication to strengthening global connectivity through resilient infrastructure and strategic partnerships. By embracing cutting-edge technologies and fostering collaboration, we are driving digital innovation that empowers Pakistan and connects customers worldwide," said Khurram Ishaq, Director of LDI and International Business at Zong. (4, 370, 236, 428)
continued-from-label: Continued from page 1 (746, 444, 1018, 461)
story-paragraph: Following the issuance of a show-cause notice by CCP, PESCO's Board of Directors annulled its existing policy and decided to withdraw the ROW facility entirely for all service providers, including both cable TV and fiber optic operators. In its final order, the Commission found that PESCO had abused its dominant position, constituting a violation of Section 3 of the Competition Act, 2010. (240, 1695, 462, 1762)
story-paragraph: KE said its staff face attacks while disconnecting power over unpaid bills, with employees sometimes held hostage even in police presence. The company blamed load-shedding on frequent connection cuts. (700, 1442, 1018, 1471)
story-paragraph: The forum wholeheartedly recognized the spirit and dynamic contributions of the Pakistani youth, whose passion and patriotism rallied the National spirit as well as projection of national narrative. (700, 825, 1018, 855)
story-paragraph: Bishop Sadiq Daniel praised Pakistan's Army Chief, General Syed Asim Munir, for his strong leadership during tense times with India. He says "The Army Chief had said the truth that India cannot intimidate us. After the deadly Pahalgam attack, India blamed Pakistan. But General Munir responded with clear warnings and aggression. He stood on a tank during drills and addressed troops with confidence. He promised an a strong answer to any Indian military move and he fulfilled his promise." (4, 1193, 236, 1270)
story-header (466, 196, 696, 213)
story-header (240, 1449, 462, 1466)
story-paragraph: Shaoib beat Yousaf Khalid 6-1 6-0, Muzammil Murtaza beat Aqeel Khan 3-6 6-3 3-0 (Retd) (240, 291, 462, 311)
story-paragraph: Q. How does Russia view the post-Cold War order and the new order in the making? (466, 1843, 696, 1862)
story-paragraph: long-term, inclusive economic growth. (466, 1243, 594, 1253)
